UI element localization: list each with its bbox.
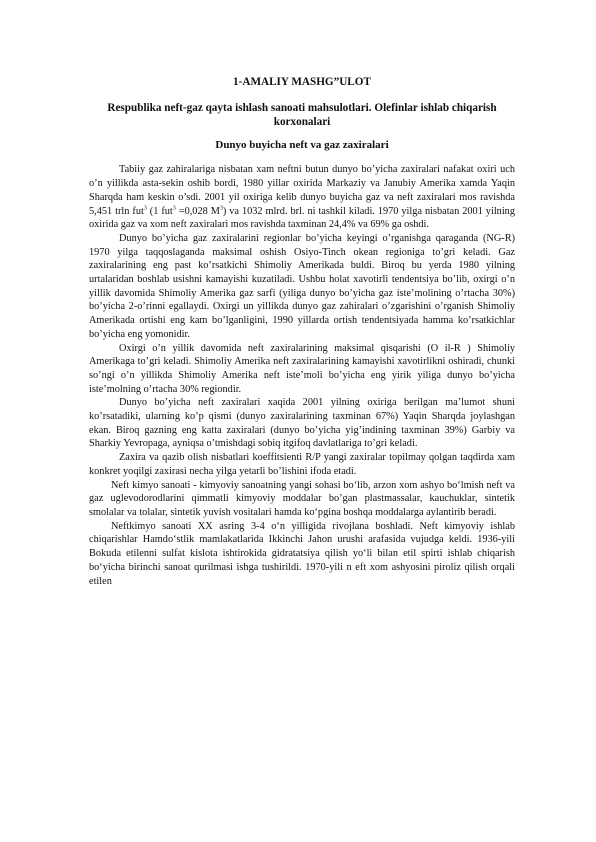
superscript-2: 3 bbox=[172, 205, 176, 212]
section-heading: Dunyo buyicha neft va gaz zaxiralari bbox=[215, 138, 389, 151]
superscript-3: 3 bbox=[219, 205, 223, 212]
paragraph-4: Dunyo bo’yicha neft zaxiralari xaqida 2001 yilning oxiriga berilgan ma’lumot shuni ko’rsatadiki, ularning ko’p qismi (dunyo zaxiralarining taxminan 67%) Yaqin Sharqda joylashgan ekan. Biroq gazning eng katta zaxiralari (dunyo bo’yicha yig’indining taxminan 39%) Garbiy va Sharkiy Yevropaga, ayniqsa o’tmishdagi sobiq itgifoq davlatlariga to’gri keladi. bbox=[89, 397, 515, 450]
paragraph-5: Zaxira va qazib olish nisbatlari koeffitsienti R/P yangi zaxiralar topilmay qolgan taqdirda xam konkret yoqilgi zaxirasi necha yilga yetarli bo’lishini ifoda etadi. bbox=[89, 452, 515, 477]
page-title: 1-AMALIY MASHG”ULOT bbox=[233, 76, 371, 88]
paragraph-3: Oxirgi o’n yillik davomida neft zaxiralarining maksimal qisqarishi (O il-R ) Shimoliy Amerikaga to’gri keladi. Shimoliy Amerika neft zaxiralarining kamayishi xavotirlikni oshiradi, chunki so’ngi o’n yillikda Shimoliy Amerika neft iste’moli bo’yicha eng yirik yiliga dunyo bo’yicha iste’molning o’rtacha 30% regiondir. bbox=[89, 342, 515, 395]
page-subtitle: Respublika neft-gaz qayta ishlash sanoati mahsulotlari. Olefinlar ishlab chiqarish korxonalari bbox=[107, 101, 497, 128]
paragraph-1-text-c: =0,028 M bbox=[175, 205, 220, 217]
paragraph-1 bbox=[89, 163, 515, 232]
document-page bbox=[89, 76, 515, 588]
paragraph-2: Dunyo bo’yicha gaz zaxiralarini regionlar bo’yicha keyingi o’rganishga qaraganda (NG-R) 1970 yilga taqqoslaganda maksimal oshish Osiyo-Tinch okean regioniga to’gri keladi. Gaz zaxiralarining eng past ko’rsatkichi Shimoliy Amerikada buldi. Biroq bu yerda 1980 yilning urtalaridan boshlab usishni kamayishi kuzatiladi. Ushbu holat xavotirli tendentsiya bo’lib, oxirgi o’n yillik davomida Shimoliy Amerika gaz sarfi (yiliga dunyo bo’yicha gaz iste’molining o’rtacha 30%) bo’yicha 2-o’rinni egallaydi. Oxirgi un yillikda dunyo gaz zahiralari o’zgarishini o’rganish Shimoliy Amerikada ortishi eng kam bo’lganligini, 1990 yillarda ortish tendentsiyada hamma ko’rsatkichlar bo’yicha eng yomonidir. bbox=[89, 232, 515, 340]
paragraph-1-text-a: Tabiiy gaz zahiralariga nisbatan xam neftni butun dunyo bo’yicha zaxiralari nafakat oxiri uch o’n yillikda asta-sekin oshib bordi, 1980 yillar oxirida Markaziy va Janubiy Amerika xamda Yaqin Sharqda ham keskin o’sdi. 2001 yil oxiriga kelib dunyo buyicha gaz va neft zaxiralari mos ravishda 5,451 trln fut bbox=[89, 164, 515, 217]
paragraph-1-text-d: ) va 1032 mlrd. brl. ni tashkil kiladi. 1970 yilga nisbatan 2001 yilning oxirida gaz va xom neft zaxiralari mos ravishda taxminan 24,4% va 69% ga oshdi. bbox=[89, 205, 515, 231]
paragraph-7: Neftkimyo sanoati XX asring 3-4 o‘n yilligida rivojlana boshladi. Neft kimyoviy ishlab chiqarishlar Hamdo‘stlik mamlakatlarida Ikkinchi Jahon urushi arafasida vujudga keldi. 1936-yili Bokuda etilenni sulfat kislota ishtirokida gidratatsiya qilish yo‘li bilan etil spirti ishlab chiqarish bo‘yicha birinchi sanoat qurilmasi ishga tushirildi. 1970-yili n eft xom ashyosini piroliz qilish orqali etilen bbox=[89, 520, 515, 587]
paragraph-1-text-b: (1 fut bbox=[146, 205, 173, 217]
superscript-1: 3 bbox=[143, 205, 147, 212]
paragraph-6: Neft kimyo sanoati - kimyoviy sanoatning yangi sohasi bo‘lib, arzon xom ashyo bo‘lmish neft va gaz uglevodorodlarini qimmatli kimyoviy moddalar bo’gan plastmassalar, kauchuklar, sintetik smolalar va tolalar, sintetik yuvish vositalari hamda ko‘pgina boshqa moddalarga aylantirib beradi. bbox=[89, 479, 515, 518]
